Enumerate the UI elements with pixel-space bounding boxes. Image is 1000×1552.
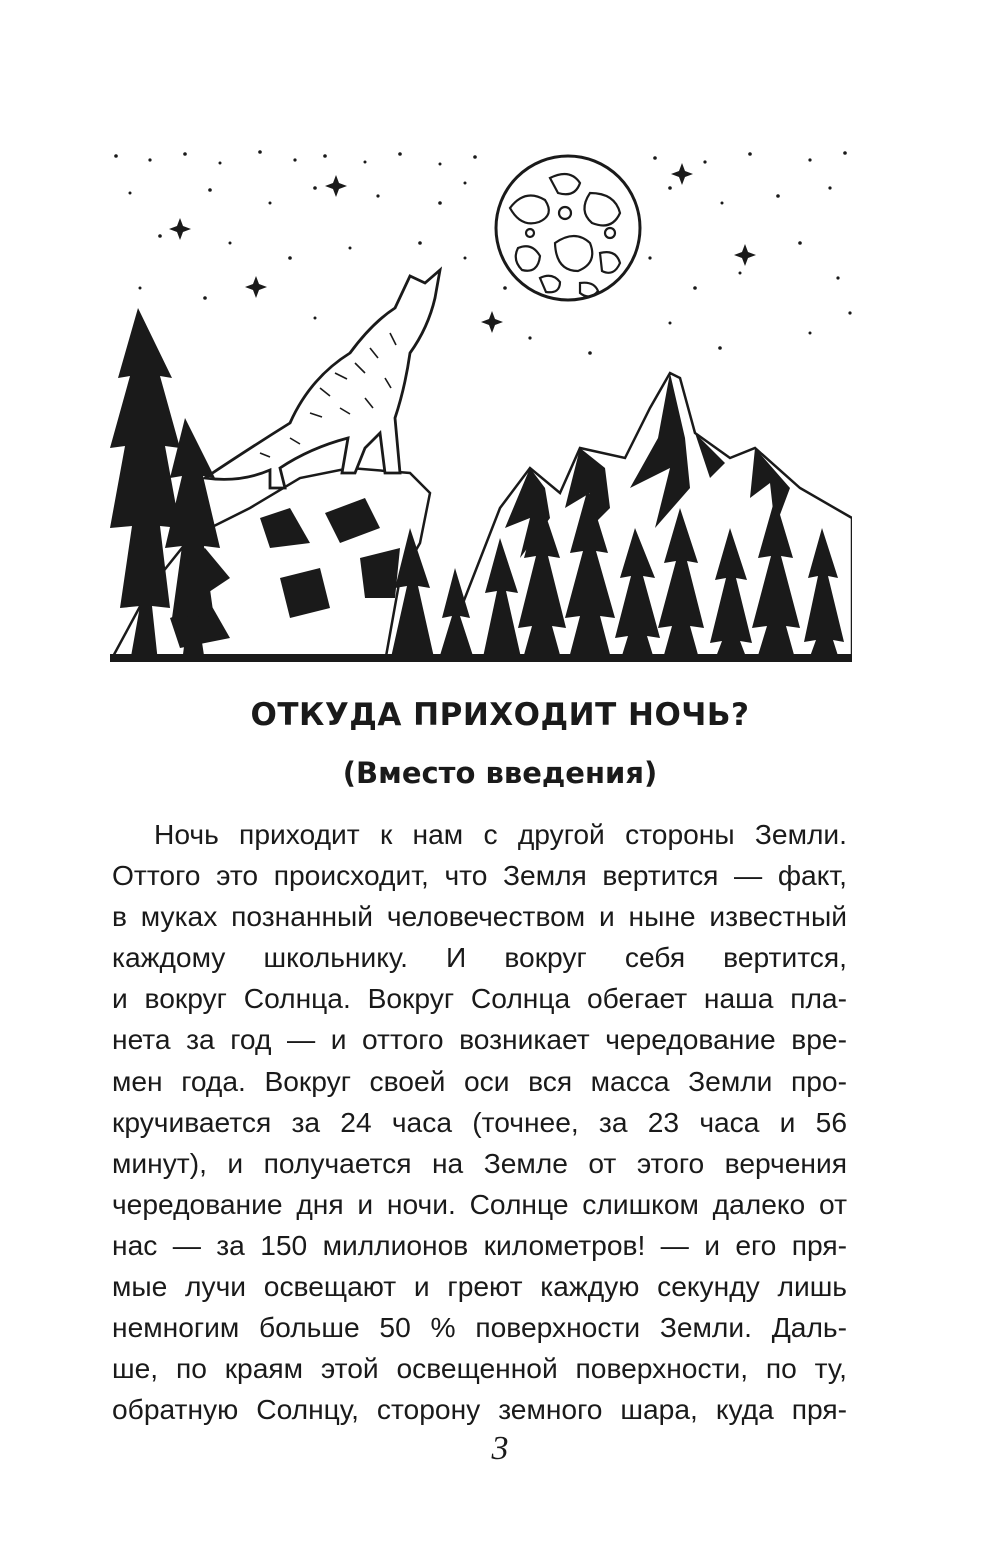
body-line: мен года. Вокруг своей оси вся масса Земли про- bbox=[112, 1064, 847, 1097]
body-line: мые лучи освещают и греют каждую секунду лишь bbox=[112, 1270, 847, 1303]
moon-icon bbox=[496, 156, 640, 300]
body-line: обратную Солнцу, сторону земного шара, куда пря- bbox=[112, 1393, 847, 1426]
body-line: нета за год — и оттого возникает чередование вре- bbox=[112, 1023, 847, 1056]
sparkle-icon bbox=[169, 163, 756, 333]
body-line: кручивается за 24 часа (точнее, за 23 часа и 56 bbox=[112, 1105, 847, 1138]
body-text bbox=[112, 814, 847, 1430]
body-line: Оттого это происходит, что Земля вертится — факт, bbox=[112, 859, 847, 892]
body-line: и вокруг Солнца. Вокруг Солнца обегает наша пла- bbox=[112, 982, 847, 1015]
body-line: Ночь приходит к нам с другой стороны Земли. bbox=[154, 818, 847, 850]
body-line: ше, по краям этой освещенной поверхности, по ту, bbox=[112, 1352, 847, 1385]
chapter-title: ОТКУДА ПРИХОДИТ НОЧЬ? bbox=[250, 697, 750, 733]
body-line: немногим больше 50 % поверхности Земли. Даль- bbox=[112, 1311, 847, 1344]
page-number: 3 bbox=[491, 1430, 509, 1467]
body-line: чередование дня и ночи. Солнце слишком далеко от bbox=[112, 1187, 847, 1220]
night-landscape-illustration bbox=[110, 148, 852, 662]
body-line: в муках познанный человечеством и ныне известный bbox=[112, 900, 847, 933]
body-line: каждому школьнику. И вокруг себя вертится, bbox=[112, 941, 847, 974]
body-line: минут), и получается на Земле от этого верчения bbox=[112, 1146, 847, 1179]
body-line: нас — за 150 миллионов километров! — и его пря- bbox=[112, 1228, 847, 1261]
howling-wolf-icon bbox=[205, 270, 440, 488]
chapter-subtitle: (Вместо введения) bbox=[342, 756, 658, 790]
